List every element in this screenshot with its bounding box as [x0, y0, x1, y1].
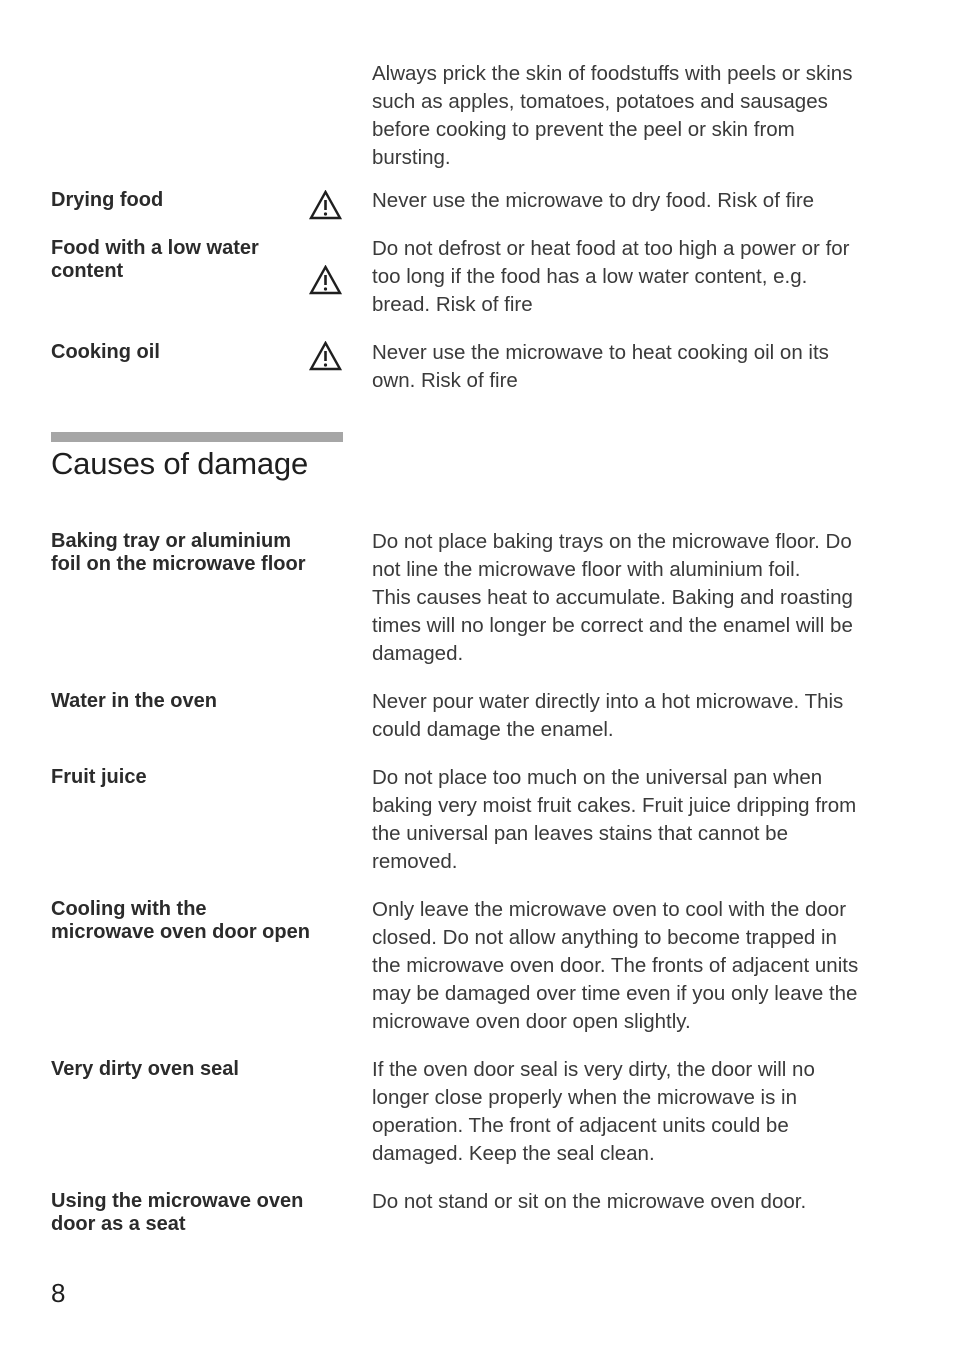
section-title: Causes of damage — [51, 446, 309, 481]
section-rule — [51, 432, 343, 442]
damage-label: Very dirty oven seal — [51, 1058, 239, 1080]
warning-triangle-icon — [309, 341, 342, 371]
damage-text: Only leave the microwave oven to cool with the door closed. Do not allow anything to become trapped in the microwave oven door. The fronts of adjacent units may be damaged over time even if you only leave the microwave oven door open slightly. — [372, 898, 859, 1033]
damage-text: Do not stand or sit on the microwave oven door. — [372, 1190, 807, 1213]
damage-text: Never pour water directly into a hot microwave. This could damage the enamel. — [372, 690, 844, 741]
warning-label: Cooking oil — [51, 341, 160, 363]
damage-label: Baking tray or aluminium foil on the microwave floor — [51, 530, 306, 575]
warning-triangle-icon — [309, 265, 342, 295]
damage-text: Do not place too much on the universal pan when baking very moist fruit cakes. Fruit juice dripping from the universal pan leaves stains that cannot be removed. — [372, 766, 857, 873]
warning-text: Do not defrost or heat food at too high a power or for too long if the food has a low water content, e.g. bread. Risk of fire — [372, 237, 850, 316]
damage-label: Using the microwave oven door as a seat — [51, 1190, 304, 1235]
page-number: 8 — [51, 1278, 66, 1308]
warning-text: Never use the microwave to dry food. Risk of fire — [372, 189, 815, 212]
warning-triangle-icon — [309, 190, 342, 220]
intro-paragraph: Always prick the skin of foodstuffs with peels or skins such as apples, tomatoes, potatoes and sausages before cooking to prevent the peel or skin from bursting. — [372, 62, 853, 169]
warning-label: Food with a low water content — [51, 237, 259, 282]
damage-label: Water in the oven — [51, 690, 217, 712]
damage-text: Do not place baking trays on the microwave floor. Do not line the microwave floor with aluminium foil. This causes heat to accumulate. Baking and roasting times will no longer be correct and the enamel will be damaged. — [372, 530, 853, 665]
warning-label: Drying food — [51, 189, 164, 211]
warning-text: Never use the microwave to heat cooking oil on its own. Risk of fire — [372, 341, 829, 392]
damage-text: If the oven door seal is very dirty, the door will no longer close properly when the microwave is in operation. The front of adjacent units could be damaged. Keep the seal clean. — [372, 1058, 815, 1165]
damage-label: Cooling with the microwave oven door open — [51, 898, 310, 943]
damage-label: Fruit juice — [51, 766, 147, 788]
